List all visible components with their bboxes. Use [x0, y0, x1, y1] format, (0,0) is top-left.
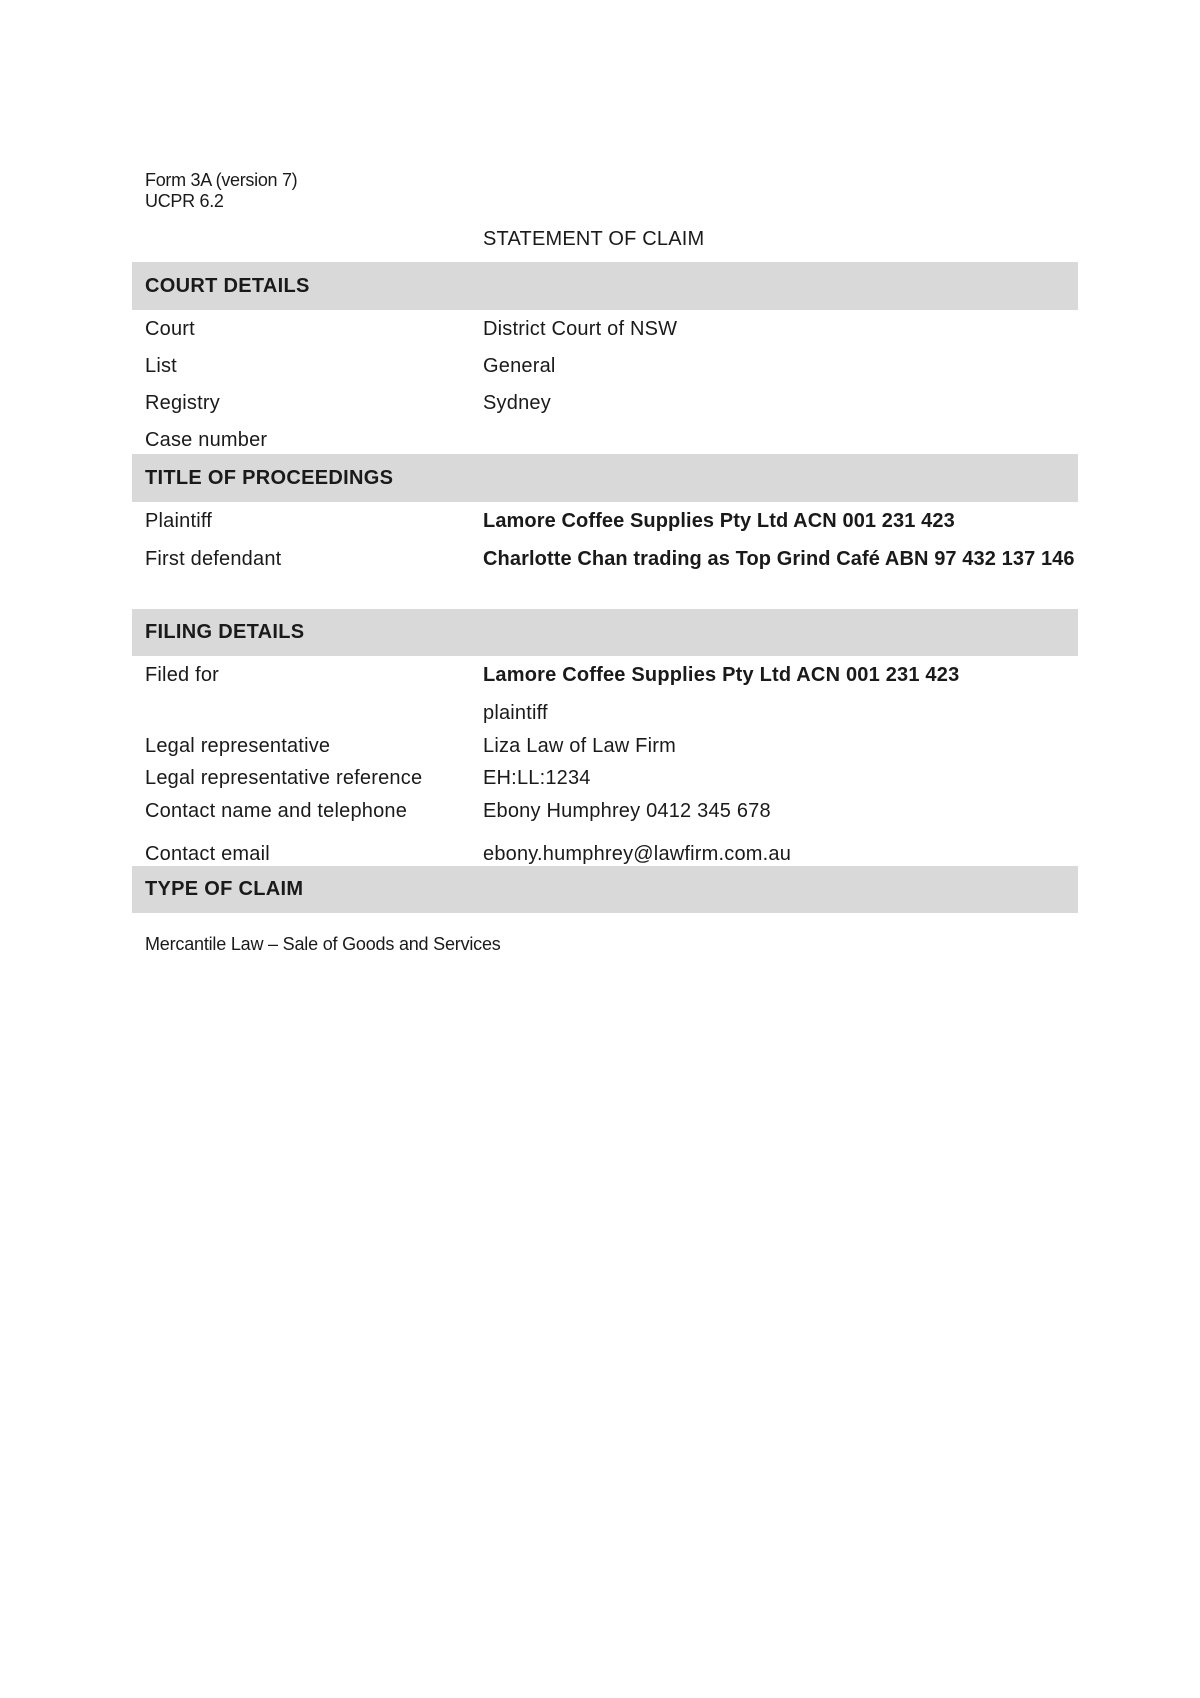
court-value: District Court of NSW: [483, 318, 678, 340]
form-rule: UCPR 6.2: [145, 191, 224, 211]
registry-value: Sydney: [483, 392, 551, 414]
section-heading-type-of-claim: TYPE OF CLAIM: [132, 866, 1078, 913]
section-heading-title-of-proceedings: TITLE OF PROCEEDINGS: [132, 454, 1078, 502]
filed-for-party: Lamore Coffee Supplies Pty Ltd ACN 001 231 423: [483, 664, 960, 686]
filed-for-label: Filed for: [145, 664, 220, 686]
section-heading-filing-details: FILING DETAILS: [132, 609, 1078, 656]
claim-type-value: Mercantile Law – Sale of Goods and Services: [145, 934, 501, 954]
contact-email-label: Contact email: [145, 843, 270, 865]
list-label: List: [145, 355, 177, 377]
legal-reference-label: Legal representative reference: [145, 767, 423, 789]
court-label: Court: [145, 318, 195, 340]
legal-representative-label: Legal representative: [145, 735, 331, 757]
first-defendant-label: First defendant: [145, 548, 282, 570]
contact-name-value: Ebony Humphrey 0412 345 678: [483, 800, 771, 822]
plaintiff-label: Plaintiff: [145, 510, 213, 532]
section-heading-court-details: COURT DETAILS: [132, 262, 1078, 310]
form-identifier: [145, 170, 297, 212]
first-defendant-value: Charlotte Chan trading as Top Grind Café ABN 97 432 137 146: [483, 548, 1075, 570]
contact-name-label: Contact name and telephone: [145, 800, 408, 822]
filed-for-role: plaintiff: [483, 702, 548, 724]
legal-reference-value: EH:LL:1234: [483, 767, 591, 789]
plaintiff-value: Lamore Coffee Supplies Pty Ltd ACN 001 231 423: [483, 510, 955, 532]
document-title: STATEMENT OF CLAIM: [483, 228, 705, 250]
list-value: General: [483, 355, 556, 377]
case-number-label: Case number: [145, 429, 268, 451]
contact-email-value: ebony.humphrey@lawfirm.com.au: [483, 843, 792, 865]
form-version: Form 3A (version 7): [145, 170, 298, 190]
legal-representative-value: Liza Law of Law Firm: [483, 735, 676, 757]
filed-for-value: [483, 656, 1083, 732]
registry-label: Registry: [145, 392, 220, 414]
